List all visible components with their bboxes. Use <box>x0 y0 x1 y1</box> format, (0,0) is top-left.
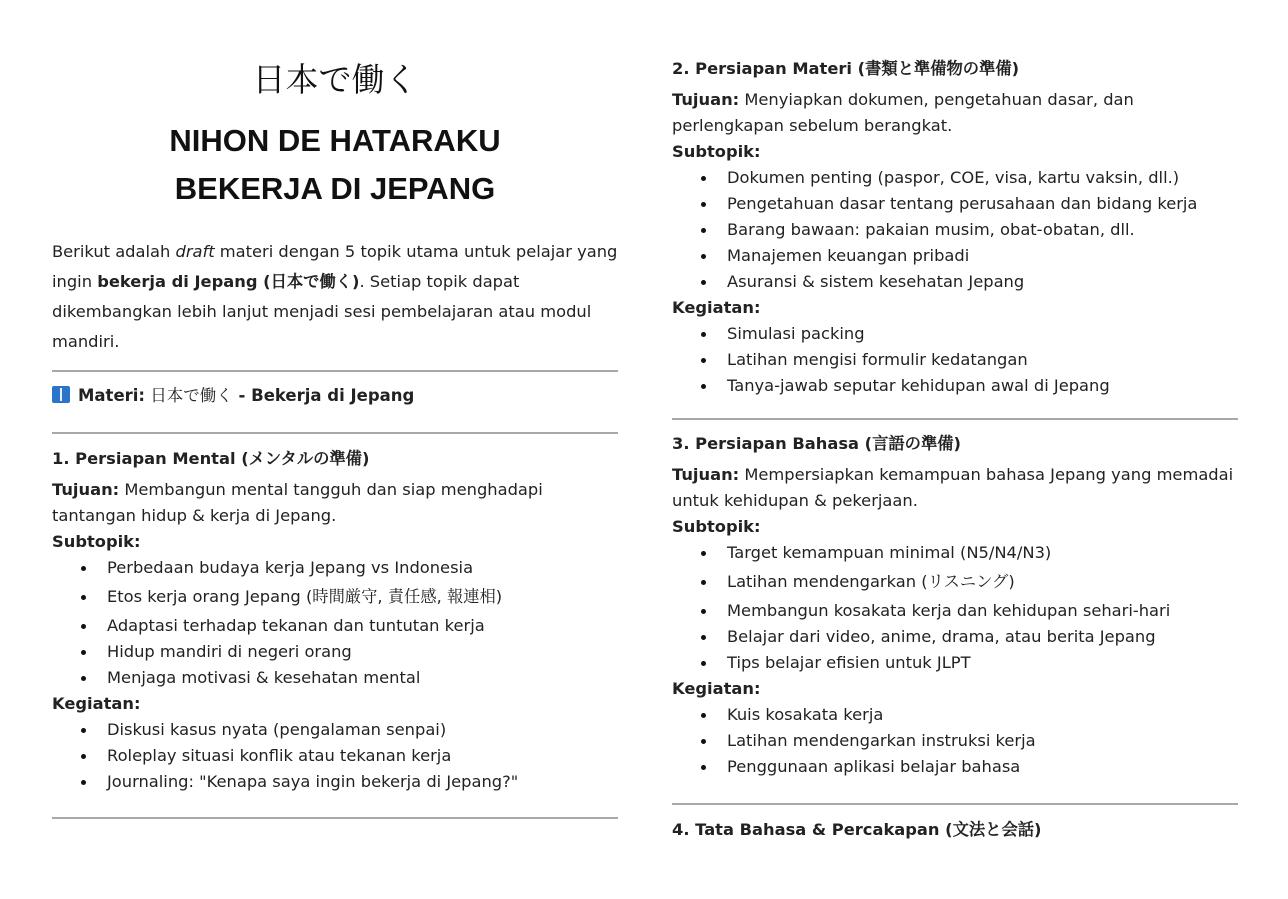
intro-bold: bekerja di Jepang (日本で働く) <box>97 272 360 291</box>
list-item: Dokumen penting (paspor, COE, visa, kartu vaksin, dll.) <box>727 165 1238 191</box>
list-item: Hidup mandiri di negeri orang <box>107 639 618 665</box>
list-item: Barang bawaan: pakaian musim, obat-obatan, dll. <box>727 217 1238 243</box>
divider <box>52 370 618 372</box>
list-item: Simulasi packing <box>727 321 1238 347</box>
subtopik-label: Subtopik: <box>672 142 761 161</box>
book-icon <box>52 386 70 403</box>
list-item: Penggunaan aplikasi belajar bahasa <box>727 754 1238 780</box>
kegiatan-label: Kegiatan: <box>672 679 761 698</box>
kegiatan-list <box>672 321 1238 399</box>
tujuan: Tujuan: Mempersiapkan kemampuan bahasa Jepang yang memadai untuk kehidupan & pekerjaan. <box>672 465 1234 510</box>
list-item: Pengetahuan dasar tentang perusahaan dan bidang kerja <box>727 191 1238 217</box>
list-item: Perbedaan budaya kerja Jepang vs Indonesia <box>107 555 618 581</box>
list-item: Menjaga motivasi & kesehatan mental <box>107 665 618 691</box>
list-item: Belajar dari video, anime, drama, atau berita Jepang <box>727 624 1238 650</box>
draft-emphasis: draft <box>175 242 215 261</box>
section-2 <box>672 56 1238 399</box>
list-item: Journaling: "Kenapa saya ingin bekerja di Jepang?" <box>107 769 618 795</box>
divider <box>52 817 618 819</box>
list-item: Manajemen keuangan pribadi <box>727 243 1238 269</box>
tujuan: Tujuan: Membangun mental tangguh dan siap menghadapi tantangan hidup & kerja di Jepang. <box>52 480 543 525</box>
list-item: Latihan mendengarkan instruksi kerja <box>727 728 1238 754</box>
divider <box>672 418 1238 420</box>
kegiatan-label: Kegiatan: <box>52 694 141 713</box>
section-title: 1. Persiapan Mental (メンタルの準備) <box>52 449 370 468</box>
subtopik-list <box>52 555 618 691</box>
divider <box>672 803 1238 805</box>
subtopik-list <box>672 540 1238 676</box>
divider <box>52 432 618 434</box>
section-3 <box>672 431 1238 780</box>
tujuan: Tujuan: Menyiapkan dokumen, pengetahuan dasar, dan perlengkapan sebelum berangkat. <box>672 90 1134 135</box>
kegiatan-label: Kegiatan: <box>672 298 761 317</box>
intro-paragraph: Berikut adalah draft materi dengan 5 topik utama untuk pelajar yang ingin bekerja di Jepang (日本で働く). Setiap topik dapat dikembangkan lebih lanjut menjadi sesi pembelajaran atau modul mandiri. <box>52 242 618 351</box>
subtopik-list <box>672 165 1238 295</box>
list-item: Roleplay situasi konflik atau tekanan kerja <box>107 743 618 769</box>
list-item: Membangun kosakata kerja dan kehidupan sehari-hari <box>727 598 1238 624</box>
section-4 <box>672 817 1238 843</box>
kegiatan-list <box>672 702 1238 780</box>
list-item: Kuis kosakata kerja <box>727 702 1238 728</box>
list-item: Asuransi & sistem kesehatan Jepang <box>727 269 1238 295</box>
section-title: 4. Tata Bahasa & Percakapan (文法と会話) <box>672 820 1042 839</box>
list-item: Adaptasi terhadap tekanan dan tuntutan kerja <box>107 613 618 639</box>
list-item: Target kemampuan minimal (N5/N4/N3) <box>727 540 1238 566</box>
section-title: 2. Persiapan Materi (書類と準備物の準備) <box>672 59 1020 78</box>
list-item: Diskusi kasus nyata (pengalaman senpai) <box>107 717 618 743</box>
list-item: Latihan mengisi formulir kedatangan <box>727 347 1238 373</box>
main-title <box>52 117 618 213</box>
subtopik-label: Subtopik: <box>672 517 761 536</box>
list-item: Tanya-jawab seputar kehidupan awal di Jepang <box>727 373 1238 399</box>
list-item: Latihan mendengarkan (リスニング) <box>727 566 1238 598</box>
list-item: Etos kerja orang Jepang (時間厳守, 責任感, 報連相) <box>107 581 618 613</box>
title-line-2: BEKERJA DI JEPANG <box>174 171 496 206</box>
materi-heading: Materi: 日本で働く - Bekerja di Jepang <box>52 383 414 409</box>
subtopik-label: Subtopik: <box>52 532 141 551</box>
section-1 <box>52 446 618 795</box>
japanese-title: 日本で働く <box>252 60 418 99</box>
section-title: 3. Persiapan Bahasa (言語の準備) <box>672 434 961 453</box>
list-item: Tips belajar efisien untuk JLPT <box>727 650 1238 676</box>
kegiatan-list <box>52 717 618 795</box>
title-line-1: NIHON DE HATARAKU <box>169 123 501 158</box>
